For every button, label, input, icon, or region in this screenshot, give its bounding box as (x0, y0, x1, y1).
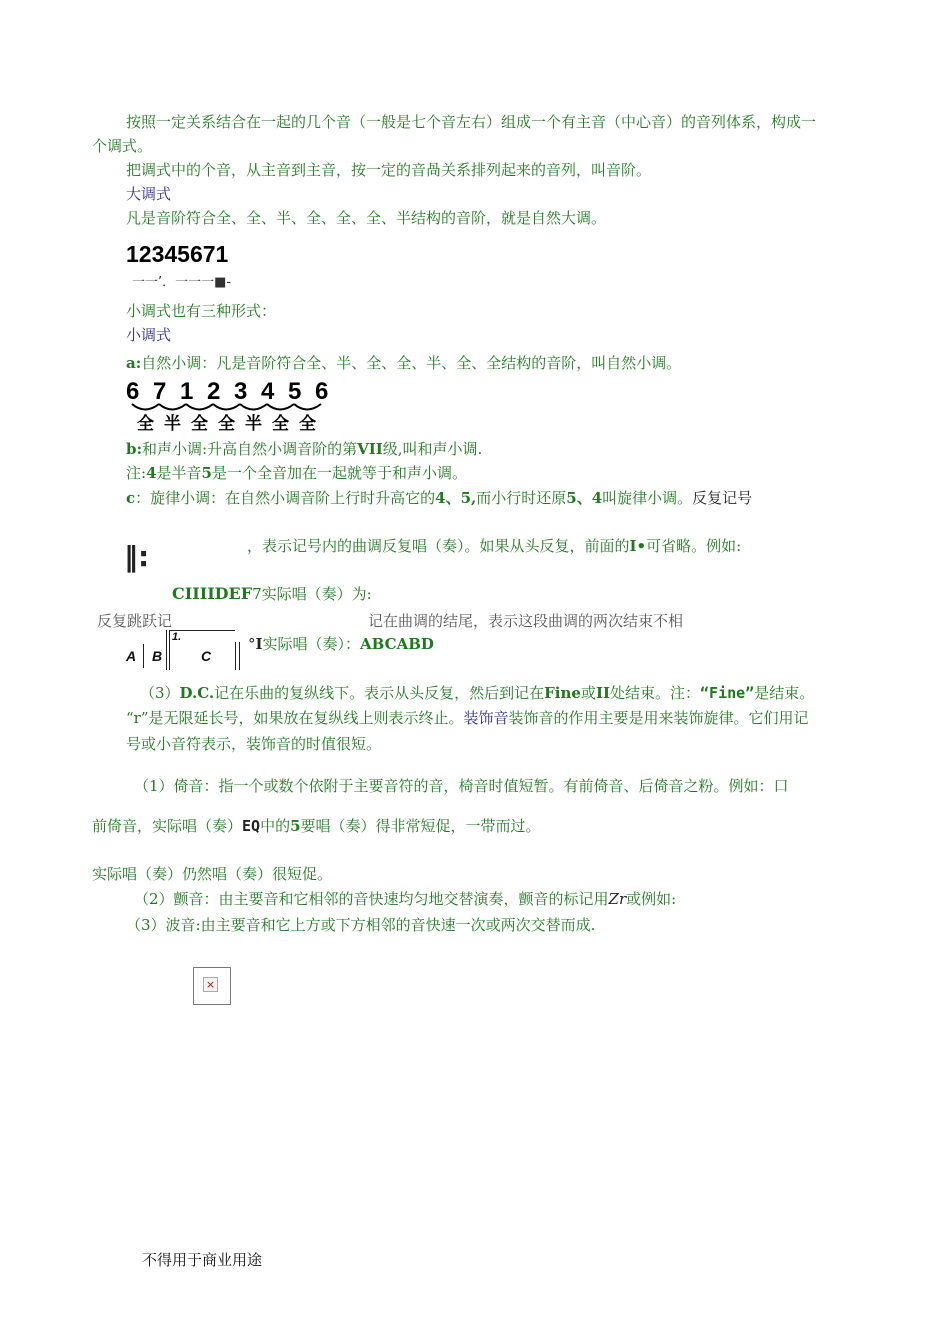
scale-step-label: 全 (272, 414, 289, 434)
scale-step-label: 全 (218, 414, 235, 434)
melodic-numbers-2: 5、4 (566, 489, 603, 507)
melodic-minor-text: ：旋律小调：在自然小调音阶上行时升高它的 (135, 489, 436, 507)
scale-step-label: 半 (245, 414, 262, 434)
appoggiatura-text: 前倚音，实际唱（奏） (92, 817, 243, 835)
paragraph-appoggiatura-after: 实际唱（奏）仍然唱（奏）很短促。 (92, 865, 333, 883)
volta-text: 实际唱（奏）： (262, 635, 361, 653)
paragraph-dc (140, 682, 814, 704)
scale-step-label: 全 (191, 414, 208, 434)
paragraph-fermata (126, 707, 809, 729)
paragraph-ornament-cont: 号或小音符表示，装饰音的时值很短。 (126, 735, 382, 753)
note-prefix: 注: (126, 464, 147, 482)
natural-minor-text: 自然小调：凡是音阶符合全、半、全、全、半、全、全结构的音阶，叫自然小调。 (141, 354, 682, 372)
scale-digit: 4 (261, 378, 275, 405)
fermata-text: “r”是无限延长号，如果放在复纵线上则表示终止。 (126, 709, 464, 727)
heading-major-mode: 大调式 (126, 185, 172, 203)
melodic-minor-text-2: 而小行时还原 (476, 489, 567, 507)
trill-text: （2）颤音：由主要音和它相邻的音快速均匀地交替演奏，颤音的标记用 (134, 890, 609, 908)
paragraph-note (126, 462, 467, 484)
cutoff-line-right (368, 612, 748, 630)
example-notes: CIIIIDEF (172, 584, 253, 603)
appoggiatura-eq: EQ (242, 817, 261, 835)
dc-fine-quoted: “Fine” (700, 684, 755, 702)
example-text: 实际唱（奏）为: (261, 585, 372, 603)
label-c: c (126, 489, 136, 507)
scale-digit: 1 (180, 378, 194, 405)
major-scale-digits: 12345671 (126, 241, 229, 267)
repeat-text: ，表示记号内的曲调反复唱（奏）。如果从头反复，前面的 (247, 537, 630, 555)
label-a: a: (126, 354, 142, 372)
repeat-sign-heading: 反复记号 (692, 489, 753, 507)
volta-double-bar (166, 630, 167, 670)
paragraph-melodic-minor (126, 487, 752, 509)
scale-digit: 6 (315, 378, 329, 405)
volta-double-bar-2 (169, 630, 170, 670)
volta-ending-1: 1. (172, 631, 182, 643)
repeat-sign-symbol: ‖: (124, 540, 150, 573)
volta-end-bar (239, 642, 240, 670)
label-b: b: (126, 440, 143, 458)
major-scale-step-marks: 一一’．一一一■- (132, 275, 232, 290)
paragraph-repeat-sign (247, 535, 741, 557)
paragraph-appoggiatura: （1）倚音：指一个或数个依附于主要音符的音，椅音时值短暂。有前倚音、后倚音之粉。例如：口 (134, 777, 789, 795)
paragraph-mode-definition-cont: 个调式。 (92, 137, 153, 155)
dc-text-3: 是结束。 (754, 684, 815, 702)
dc-fine: Fine (544, 684, 581, 702)
paragraph-scale-definition: 把调式中的个音，从主音到主音，按一定的音咼关系排列起来的音列，叫音阶。 (126, 161, 652, 179)
note-number-5: 5 (201, 464, 212, 482)
paragraph-volta-result (248, 633, 434, 655)
natural-minor-scale-figure (124, 380, 334, 436)
scale-step-label: 半 (164, 414, 181, 434)
appoggiatura-text-3: 要唱（奏）得非常短促，一带而过。 (300, 817, 541, 835)
note-rest: 是一个全音加在一起就等于和声小调。 (211, 464, 467, 482)
paragraph-mode-definition: 按照一定关系结合在一起的几个音（一般是七个音左右）组成一个有主音（中心音）的音列体系，构成一 (126, 113, 817, 131)
example-7: 7 (252, 585, 262, 603)
cutoff-text-left: 反复跳跃记 (97, 612, 173, 630)
paragraph-minor-forms: 小调式也有三种形式： (126, 302, 277, 320)
dc-text-2: 处结束。注： (610, 684, 701, 702)
scale-digit: 6 (126, 378, 140, 405)
harmonic-minor-text-end: 级,叫和声小调. (382, 440, 483, 458)
dc-text: 记在乐曲的复纵线下。表示从头反复，然后到记在 (214, 684, 545, 702)
paragraph-natural-major: 凡是音阶符合全、全、半、全、全、全、半结构的音阶，就是自然大调。 (126, 209, 607, 227)
cutoff-text-right: 记在曲调的结尾，表示这段曲调的两次结束不相 (368, 612, 684, 630)
scale-step-label: 全 (299, 414, 316, 434)
footer-disclaimer: 不得用于商业用途 (142, 1251, 263, 1269)
broken-image-placeholder (193, 967, 231, 1005)
scale-digit: 2 (207, 378, 221, 405)
melodic-minor-text-3: 叫旋律小调。 (602, 489, 693, 507)
volta-result: ABCABD (360, 635, 434, 653)
appoggiatura-5: 5 (290, 817, 301, 835)
dc-ii: II (595, 684, 611, 702)
dc-number: （3） (140, 684, 180, 702)
volta-degree: ° (248, 635, 256, 653)
paragraph-repeat-example (172, 583, 372, 605)
paragraph-harmonic-minor (126, 438, 482, 460)
harmonic-minor-text: 和声小调:升高自然小调音阶的第 (142, 440, 358, 458)
dc-or: 或 (580, 684, 596, 702)
paragraph-mordent (126, 914, 595, 936)
dc-label: D.C. (179, 684, 215, 702)
ornament-link: 装饰音 (463, 709, 509, 727)
volta-barline (143, 644, 144, 668)
volta-end-bar-2 (235, 642, 236, 670)
paragraph-trill (134, 888, 676, 910)
volta-i: I (255, 635, 263, 653)
volta-note-a: A (126, 648, 137, 664)
mordent-text: （3）波音:由主要音和它上方或下方相邻的音快速一次或两次交替而成. (126, 916, 596, 934)
note-number-4: 4 (146, 464, 157, 482)
trill-text-2: 或例如: (626, 890, 677, 908)
volta-note-b: B (152, 648, 163, 664)
ornament-text: 装饰音的作用主要是用来装饰旋律。它们用记 (508, 709, 809, 727)
scale-digit: 3 (234, 378, 248, 405)
volta-bracket-figure (122, 628, 250, 674)
heading-minor-mode: 小调式 (126, 326, 172, 344)
scale-digit: 5 (288, 378, 302, 405)
appoggiatura-text-2: 中的 (260, 817, 291, 835)
note-mid: 是半音 (156, 464, 202, 482)
cutoff-line-left (97, 612, 237, 630)
paragraph-appoggiatura-cont (92, 815, 541, 837)
roman-vii: VII (357, 440, 383, 458)
broken-image-icon: × (203, 977, 218, 992)
scale-step-label: 全 (137, 414, 154, 434)
paragraph-natural-minor (126, 352, 681, 374)
trill-symbol: Zr (608, 890, 627, 908)
repeat-i: I• (629, 537, 647, 555)
repeat-text-2: 可省略。例如: (646, 537, 742, 555)
volta-note-c: C (201, 648, 212, 664)
melodic-numbers: 4、5, (435, 489, 477, 507)
scale-digit: 7 (153, 378, 167, 405)
